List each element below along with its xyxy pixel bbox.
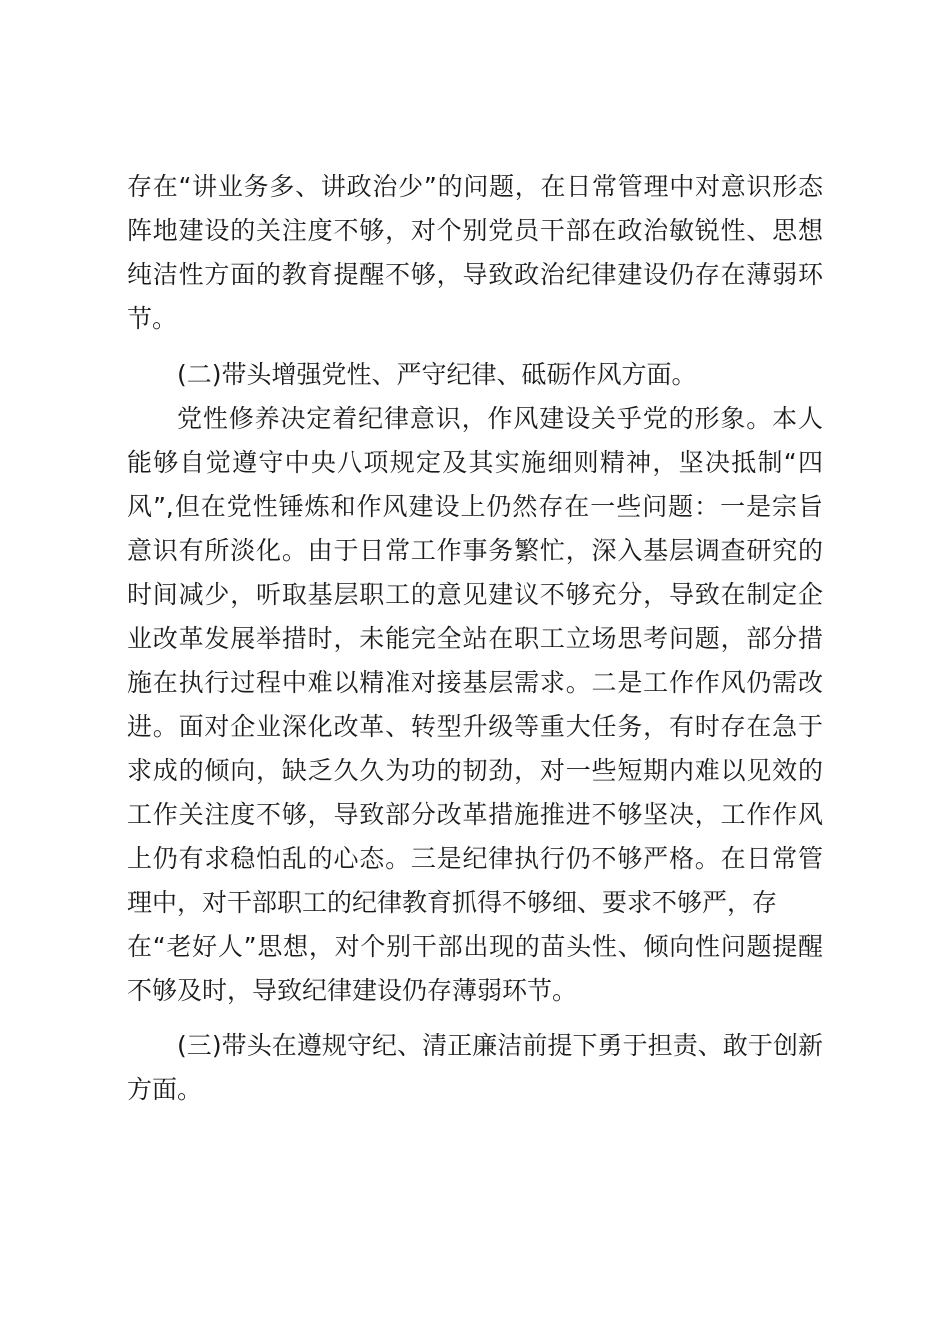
text-line: 在“老好人”思想，对个别干部出现的苗头性、倾向性问题提醒 [127, 932, 823, 961]
text-line: 纯洁性方面的教育提醒不够，导致政治纪律建设仍存在薄弱环 [127, 260, 823, 289]
section-heading-2 [127, 353, 823, 397]
text-line: 风”,但在党性锤炼和作风建设上仍然存在一些问题：一是宗旨 [127, 492, 823, 521]
text-line: 理中，对干部职工的纪律教育抓得不够细、要求不够严，存 [127, 888, 778, 917]
text-line: 阵地建设的关注度不够，对个别党员干部在政治敏锐性、思想 [127, 216, 823, 245]
text-line: 时间减少，听取基层职工的意见建议不够充分，导致在制定企 [127, 580, 823, 609]
paragraph-2 [127, 397, 823, 1013]
heading-text: (二)带头增强党性、严守纪律、砥砺作风方面。 [177, 360, 697, 389]
text-line: 施在执行过程中难以精准对接基层需求。二是工作作风仍需改 [127, 668, 823, 697]
text-line: 进。面对企业深化改革、转型升级等重大任务，有时存在急于 [127, 712, 823, 741]
text-line: 工作关注度不够，导致部分改革措施推进不够坚决，工作作风 [127, 800, 823, 829]
section-heading-3 [127, 1024, 823, 1112]
text-line: 节。 [127, 304, 178, 333]
heading-text: 方面。 [127, 1075, 203, 1104]
text-line: 不够及时，导致纪律建设仍存薄弱环节。 [127, 976, 578, 1005]
text-line: 求成的倾向，缺乏久久为功的韧劲，对一些短期内难以见效的 [127, 756, 823, 785]
heading-text: (三)带头在遵规守纪、清正廉洁前提下勇于担责、敢于创新 [177, 1031, 823, 1060]
text-line: 党性修养决定着纪律意识，作风建设关乎党的形象。本人 [177, 404, 823, 433]
text-line: 上仍有求稳怕乱的心态。三是纪律执行仍不够严格。在日常管 [127, 844, 823, 873]
text-line: 业改革发展举措时，未能完全站在职工立场思考问题，部分措 [127, 624, 823, 653]
paragraph-continued [127, 165, 823, 341]
text-line: 能够自觉遵守中央八项规定及其实施细则精神，坚决抵制“四 [127, 448, 823, 477]
text-line: 存在“讲业务多、讲政治少”的问题，在日常管理中对意识形态 [127, 172, 823, 201]
text-line: 意识有所淡化。由于日常工作事务繁忙，深入基层调查研究的 [127, 536, 823, 565]
